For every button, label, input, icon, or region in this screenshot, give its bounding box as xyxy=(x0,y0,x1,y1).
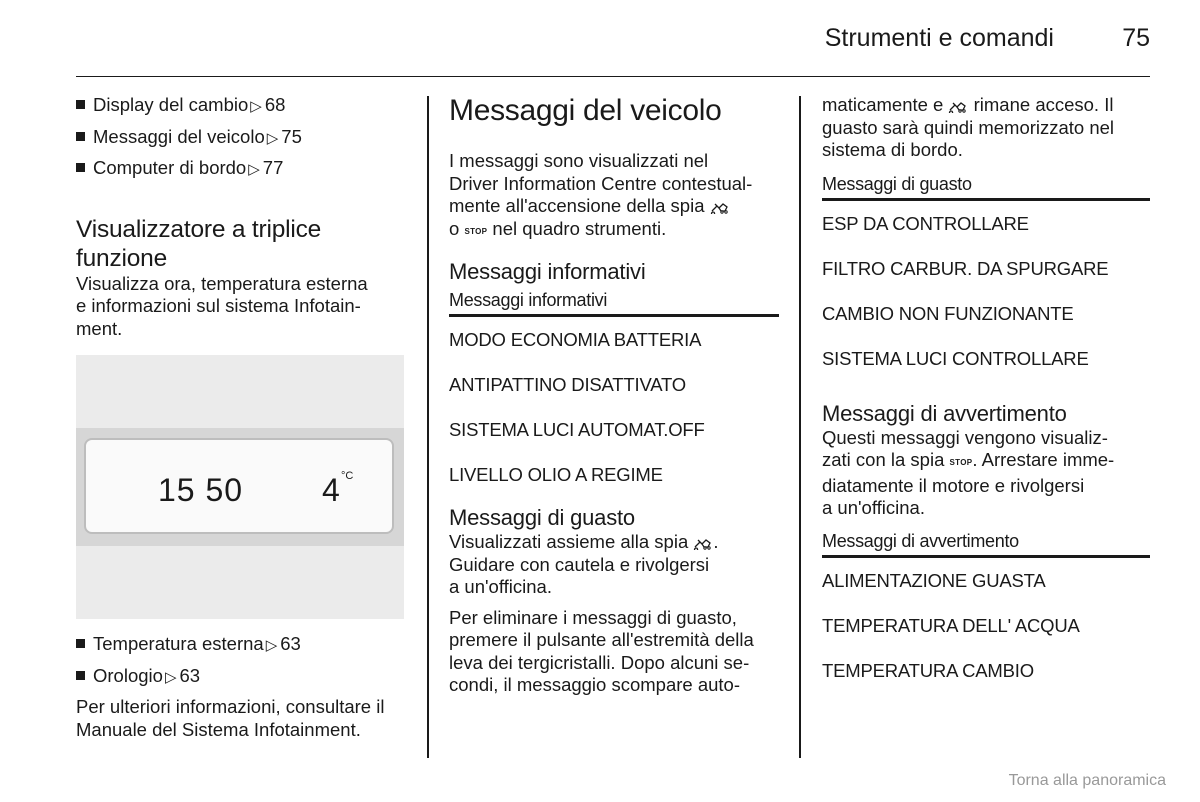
reference-arrow-icon: ▷ xyxy=(248,161,260,178)
list-item[interactable]: Temperatura esterna ▷ 63 xyxy=(76,633,406,658)
page-ref[interactable]: 77 xyxy=(262,157,284,178)
section-body: Visualizza ora, temperatura esterna e informazioni sul sistema Infotain- ment. xyxy=(76,272,368,339)
fault-text: Visualizzati assieme alla spia . Guidare con cautela e rivolgersi a un'officina. xyxy=(449,531,719,597)
bullet-square-icon xyxy=(76,671,85,680)
subsection-heading: Messaggi informativi xyxy=(449,259,646,284)
table-row: CAMBIO NON FUNZIONANTE xyxy=(822,302,1074,324)
subsection-heading: Messaggi di avvertimento xyxy=(822,400,1067,426)
list-item[interactable]: Computer di bordo ▷ 77 xyxy=(76,157,406,182)
table-row: ANTIPATTINO DISATTIVATO xyxy=(449,374,686,395)
table-row: TEMPERATURA CAMBIO xyxy=(822,659,1034,681)
column-divider xyxy=(427,96,429,758)
fault-clear-text: Per eliminare i messaggi di guasto, premere il pulsante all'estremità della leva dei tergicristalli. Dopo alcuni se- condi, il messaggio scompare auto- xyxy=(449,606,754,695)
page-ref[interactable]: 63 xyxy=(280,633,301,654)
table-header: Messaggi di guasto xyxy=(822,173,1150,201)
bullet-square-icon xyxy=(76,163,85,172)
page-header xyxy=(76,0,1150,77)
page-ref[interactable]: 75 xyxy=(281,125,302,147)
closing-text: Per ulteriori informazioni, consultare il Manuale del Sistema Infotainment. xyxy=(76,696,385,740)
bullet-square-icon xyxy=(76,639,85,648)
page-heading: Messaggi del veicolo xyxy=(449,94,722,127)
reference-arrow-icon: ▷ xyxy=(164,668,177,686)
table-row: MODO ECONOMIA BATTERIA xyxy=(449,329,702,350)
service-vehicle-soon-icon xyxy=(948,99,968,113)
table-row: LIVELLO OLIO A REGIME xyxy=(449,464,663,485)
back-to-overview-link[interactable]: Torna alla panoramica xyxy=(1008,772,1166,789)
chapter-title: Strumenti e comandi xyxy=(824,24,1054,52)
list-item[interactable]: Display del cambio ▷ 68 xyxy=(76,94,406,119)
reference-arrow-icon: ▷ xyxy=(266,129,279,147)
stop-icon: STOP xyxy=(949,458,973,467)
table-row: FILTRO CARBUR. DA SPURGARE xyxy=(822,257,1109,279)
page-ref[interactable]: 68 xyxy=(264,94,286,115)
table-header: Messaggi informativi xyxy=(449,289,779,317)
intro-text: I messaggi sono visualizzati nel Driver Information Centre contestual- mente all'accensione della spia o STOP nel quadro strumenti. xyxy=(449,150,753,239)
display-illustration xyxy=(76,355,404,619)
column-divider xyxy=(799,96,801,758)
table-header: Messaggi di avvertimento xyxy=(822,530,1150,558)
table-row: SISTEMA LUCI AUTOMAT.OFF xyxy=(449,419,705,440)
bullet-square-icon xyxy=(76,132,85,141)
table-row: ESP DA CONTROLLARE xyxy=(822,212,1029,234)
table-row: TEMPERATURA DELL' ACQUA xyxy=(822,614,1080,636)
bullet-square-icon xyxy=(76,100,85,109)
reference-arrow-icon: ▷ xyxy=(265,637,278,654)
column-right xyxy=(822,94,1150,693)
service-vehicle-soon-icon xyxy=(693,536,713,550)
list-item[interactable]: Orologio ▷ 63 xyxy=(76,665,406,690)
reference-arrow-icon: ▷ xyxy=(250,98,262,115)
display-temperature-unit: °C xyxy=(341,470,354,482)
display-screen xyxy=(84,438,394,534)
section-heading: Visualizzatore a triplice funzione xyxy=(76,215,322,272)
stop-icon: STOP xyxy=(464,226,488,236)
list-item[interactable]: Messaggi del veicolo ▷ 75 xyxy=(76,126,406,151)
page-number: 75 xyxy=(1122,24,1150,52)
table-row: ALIMENTAZIONE GUASTA xyxy=(822,569,1046,591)
column-left xyxy=(76,94,406,741)
subsection-heading: Messaggi di guasto xyxy=(449,505,635,530)
table-row: SISTEMA LUCI CONTROLLARE xyxy=(822,347,1089,369)
service-vehicle-soon-icon xyxy=(710,200,730,214)
column-middle xyxy=(449,94,779,697)
page-ref[interactable]: 63 xyxy=(179,664,201,686)
display-temperature: 4 xyxy=(322,472,340,508)
continued-text: maticamente e rimane acceso. Il guasto sarà quindi memorizzato nel sistema di bordo. xyxy=(822,94,1115,160)
warning-text: Questi messaggi vengono visualiz- zati con la spia STOP. Arrestare imme- diatamente il motore e rivolgersi a un'officina. xyxy=(822,426,1115,518)
display-time: 15 50 xyxy=(158,472,244,508)
